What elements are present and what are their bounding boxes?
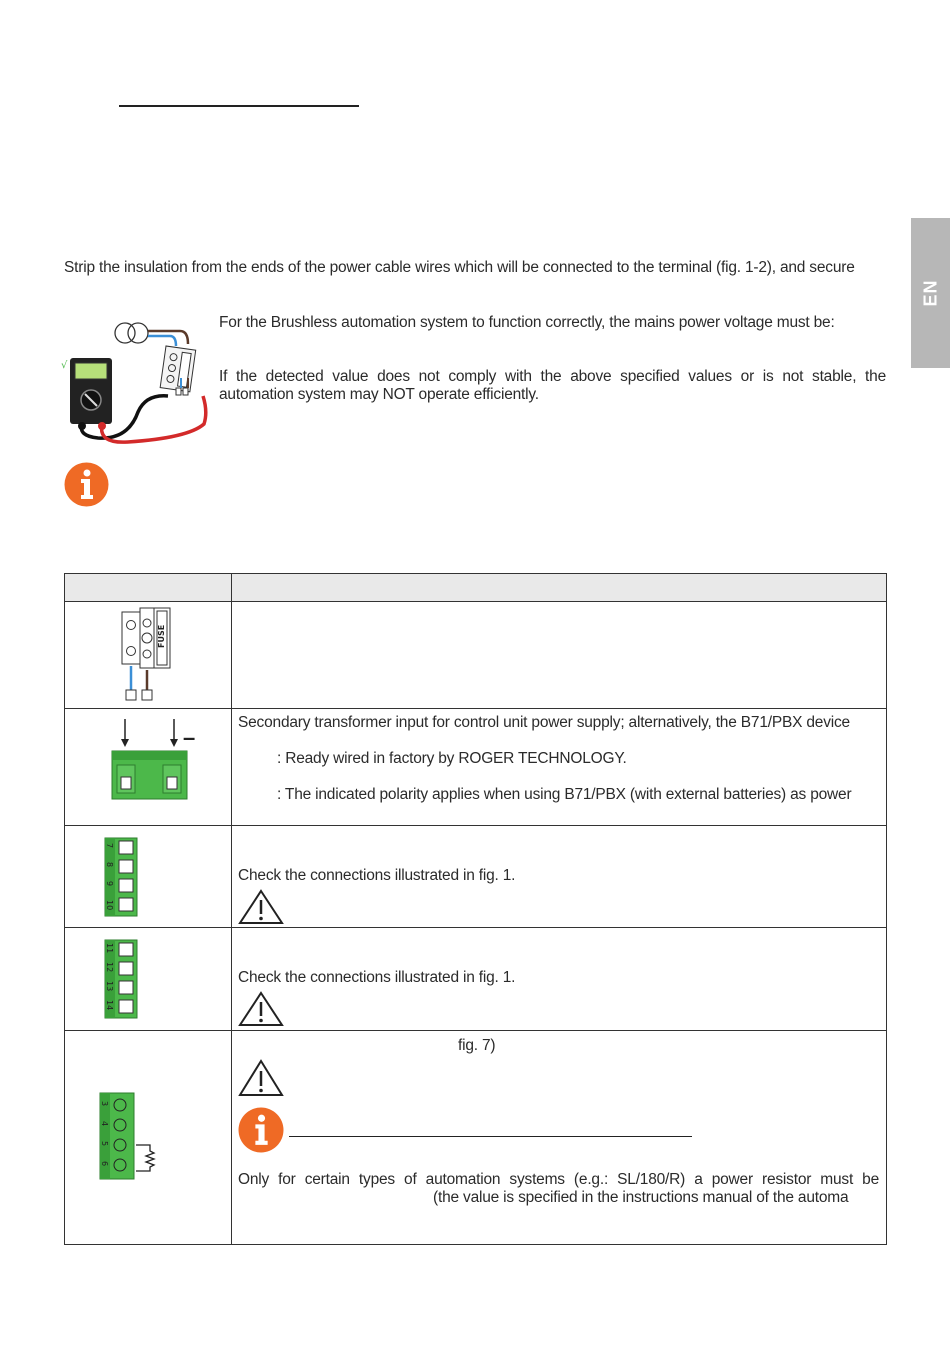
language-tab-label: EN: [920, 279, 940, 307]
table-header-cell: [65, 574, 232, 602]
table-text-cell: [232, 826, 887, 928]
language-tab[interactable]: [911, 218, 950, 368]
polarity-minus-sign: –: [183, 725, 196, 750]
terminal-number: 5: [100, 1141, 109, 1147]
strip-instructions: Strip the insulation from the ends of the power cable wires which will be connected to the terminal (fig. 1-2), and secure: [64, 259, 855, 276]
table-image-cell: [65, 826, 232, 928]
table-row: [65, 709, 887, 826]
fuse-terminal-diagram: [120, 606, 180, 704]
check-connections-text: Check the connections illustrated in fig. 1.: [238, 867, 516, 884]
table-image-cell: [65, 928, 232, 1031]
terminal-number: 8: [105, 862, 114, 868]
warning-triangle-icon: [238, 991, 284, 1027]
transformer-input-text: Secondary transformer input for control unit power supply; alternatively, the B71/PBX device: [238, 714, 850, 731]
multimeter-diagram: [58, 316, 218, 451]
info-icon: [238, 1107, 284, 1153]
figure-reference: fig. 7): [458, 1037, 496, 1054]
power-resistor-note: Only for certain types of automation systems (e.g.: SL/180/R) a power resistor must be: [238, 1171, 879, 1188]
voltage-warning: If the detected value does not comply with the above specified values or is not stable, the automation system may NOT operate efficiently.: [219, 368, 886, 403]
fuse-label: FUSE: [157, 624, 166, 648]
terminal-block-7-10: [103, 837, 139, 917]
table-text-cell: [232, 602, 887, 709]
terminal-block-3-6: [98, 1091, 166, 1181]
warning-triangle-icon: [238, 1059, 284, 1097]
terminal-number: 4: [100, 1121, 109, 1127]
resistor-value-note: (the value is specified in the instructions manual of the automa: [433, 1189, 849, 1206]
info-underline: [289, 1136, 692, 1137]
check-mark-text: √: [61, 360, 68, 371]
terminal-number: 14: [105, 1000, 114, 1011]
table-header-cell: [232, 574, 887, 602]
table-row: [65, 602, 887, 709]
terminal-number: 12: [105, 962, 114, 973]
terminal-block-11-14: [103, 939, 139, 1019]
terminal-number: 3: [100, 1101, 109, 1107]
table-row: [65, 928, 887, 1031]
terminal-number: 7: [105, 843, 114, 849]
table-text-cell: [232, 1031, 887, 1245]
check-connections-text: Check the connections illustrated in fig. 1.: [238, 969, 516, 986]
terminal-number: 10: [105, 900, 114, 911]
warning-triangle-icon: [238, 889, 284, 925]
table-row: [65, 826, 887, 928]
info-icon: [64, 462, 109, 507]
terminal-number: 9: [105, 881, 114, 887]
polarity-note: : The indicated polarity applies when using B71/PBX (with external batteries) as power: [277, 786, 852, 803]
table-text-cell: [232, 709, 887, 826]
table-image-cell: [65, 1031, 232, 1245]
table-image-cell: [65, 602, 232, 709]
voltage-requirement: For the Brushless automation system to function correctly, the mains power voltage must be:: [219, 314, 835, 331]
heading-underline: [119, 105, 359, 107]
table-text-cell: [232, 928, 887, 1031]
terminal-number: 6: [100, 1161, 109, 1167]
table-row: [65, 1031, 887, 1245]
multimeter-figure: [58, 316, 218, 451]
connections-table: [64, 573, 887, 1245]
transformer-terminal-diagram: [105, 717, 225, 809]
table-image-cell: [65, 709, 232, 826]
table-header-row: [65, 574, 887, 602]
terminal-number: 11: [105, 943, 114, 954]
terminal-number: 13: [105, 981, 114, 992]
factory-wired-note: : Ready wired in factory by ROGER TECHNOLOGY.: [277, 750, 627, 767]
